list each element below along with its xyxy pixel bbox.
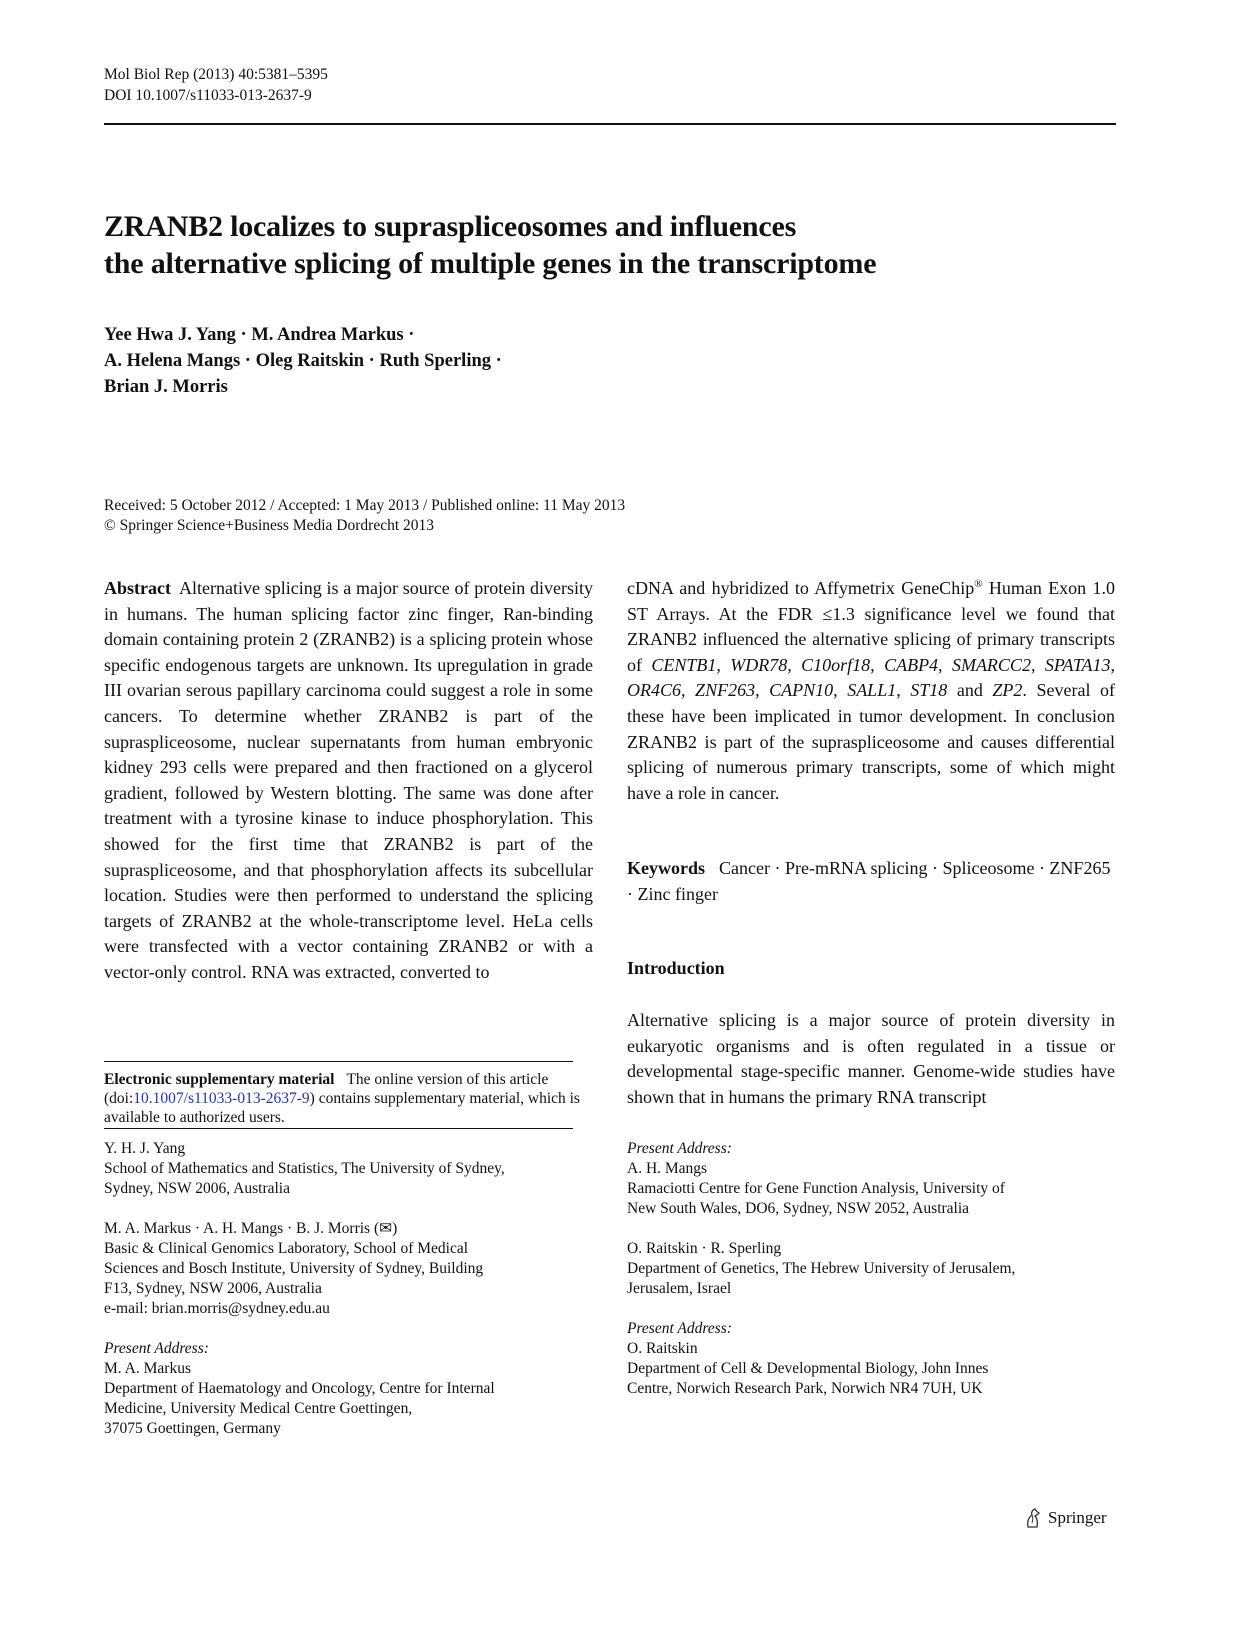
affiliation-line: 37075 Goettingen, Germany: [104, 1420, 281, 1437]
affiliation-name: O. Raitskin · R. Sperling: [627, 1240, 782, 1257]
registered-mark: ®: [974, 578, 983, 590]
esm-text-b: ) contains supplementary material, which is available to authorized users.: [104, 1090, 580, 1126]
affiliation-line: Centre, Norwich Research Park, Norwich NR4 7UH, UK: [627, 1380, 983, 1397]
springer-horse-icon: [1024, 1507, 1042, 1529]
gene-zp2: ZP2: [992, 680, 1023, 701]
author-list: [104, 322, 502, 400]
esm-text-a: The online version of this article (doi:: [104, 1071, 549, 1107]
affiliation-line: Medicine, University Medical Centre Goettingen,: [104, 1400, 413, 1417]
footnote-rule: [104, 1061, 573, 1062]
springer-logo: [1024, 1507, 1107, 1529]
article-title: [104, 208, 1114, 282]
journal-header: [104, 64, 328, 106]
abstract-cont-a: cDNA and hybridized to Affymetrix GeneChip: [627, 578, 975, 598]
affiliation-line: Department of Cell & Developmental Biology, John Innes: [627, 1360, 989, 1377]
received-dates: Received: 5 October 2012 / Accepted: 1 May 2013 / Published online: 11 May 2013: [104, 497, 626, 514]
copyright-notice: © Springer Science+Business Media Dordrecht 2013: [104, 517, 435, 534]
affiliation-line: Sydney, NSW 2006, Australia: [104, 1180, 290, 1197]
abstract-cont-b: Human Exon 1.0 ST Arrays. At the FDR ≤1.3 significance level we found that ZRANB2 influenced the alternative splicing of primary transcripts of: [627, 578, 1116, 675]
keywords-label: Keywords: [627, 858, 705, 878]
keywords: [627, 856, 1115, 907]
affiliation-line: Department of Genetics, The Hebrew University of Jerusalem,: [627, 1260, 1016, 1277]
esm-doi-link[interactable]: 10.1007/s11033-013-2637-9: [133, 1090, 310, 1107]
header-rule: [104, 123, 1116, 125]
abstract-text: Alternative splicing is a major source of protein diversity in humans. The human splicing factor zinc finger, Ran-binding domain containing protein 2 (ZRANB2) is a splicing protein whose specific endogenous targets are unknown. Its upregulation in grade III ovarian serous papillary carcinoma could suggest a role in some cancers. To determine whether ZRANB2 is part of the supraspliceosome, nuclear supernatants from human embryonic kidney 293 cells were prepared and then fractioned on a glycerol gradient, followed by Western blotting. The same was done after treatment with a tyrosine kinase to induce phosphorylation. This showed for the first time that ZRANB2 is part of the supraspliceosome, and that phosphorylation affects its subcellular location. Studies were then performed to understand the splicing targets of ZRANB2 at the whole-transcriptome level. HeLa cells were transfected with a vector containing ZRANB2 or with a vector-only control. RNA was extracted, converted to: [104, 578, 593, 982]
title-line-1: ZRANB2 localizes to supraspliceosomes and influences: [104, 210, 797, 243]
affiliation-line: School of Mathematics and Statistics, The University of Sydney,: [104, 1160, 505, 1177]
affiliation-name: M. A. Markus · A. H. Mangs · B. J. Morris (✉): [104, 1220, 398, 1237]
affiliation-line: Ramaciotti Centre for Gene Function Analysis, University of: [627, 1180, 1005, 1197]
affiliation-name: A. H. Mangs: [627, 1160, 708, 1177]
authors-line-3: Brian J. Morris: [104, 377, 228, 397]
esm-label: Electronic supplementary material: [104, 1071, 335, 1088]
affiliation-line: Jerusalem, Israel: [627, 1280, 732, 1297]
affiliation-line: Department of Haematology and Oncology, Centre for Internal: [104, 1380, 495, 1397]
present-address-label: Present Address:: [627, 1140, 732, 1157]
introduction-heading: Introduction: [627, 958, 725, 978]
abstract-cont-c: . Several of these have been implicated in tumor development. In conclusion ZRANB2 is part of the supraspliceosome and causes differential splicing of numerous primary transcripts, some of which might have a role in cancer.: [627, 680, 1115, 803]
affiliations-right: [627, 1139, 1115, 1399]
corresponding-email: e-mail: brian.morris@sydney.edu.au: [104, 1300, 330, 1317]
journal-citation: Mol Biol Rep (2013) 40:5381–5395: [104, 66, 328, 83]
journal-doi: DOI 10.1007/s11033-013-2637-9: [104, 87, 312, 104]
keywords-text: Cancer · Pre-mRNA splicing · Spliceosome · ZNF265 · Zinc finger: [627, 858, 1111, 904]
publisher-name: Springer: [1048, 1508, 1107, 1527]
abstract-right: [627, 576, 1115, 806]
abstract-left: [104, 576, 593, 986]
title-line-2: the alternative splicing of multiple genes in the transcriptome: [104, 247, 877, 280]
affiliation-line: F13, Sydney, NSW 2006, Australia: [104, 1280, 322, 1297]
gene-list: CENTB1, WDR78, C10orf18, CABP4, SMARCC2, SPATA13, OR4C6, ZNF263, CAPN10, SALL1, ST18: [627, 654, 1116, 701]
supplementary-note: [104, 1070, 593, 1127]
introduction-text: Alternative splicing is a major source of protein diversity in eukaryotic organisms and is often regulated in a tissue or developmental stage-specific manner. Genome-wide studies have shown that in humans the primary RNA transcript: [627, 1010, 1115, 1107]
affiliation-rule: [104, 1128, 573, 1129]
affiliation-line: Sciences and Bosch Institute, University of Sydney, Building: [104, 1260, 484, 1277]
affiliation-line: Basic & Clinical Genomics Laboratory, School of Medical: [104, 1240, 469, 1257]
abstract-label: Abstract: [104, 578, 171, 598]
present-address-label: Present Address:: [627, 1320, 732, 1337]
affiliation-line: New South Wales, DO6, Sydney, NSW 2052, Australia: [627, 1200, 970, 1217]
authors-line-1: Yee Hwa J. Yang · M. Andrea Markus ·: [104, 325, 415, 345]
affiliation-name: O. Raitskin: [627, 1340, 698, 1357]
abstract-and: and: [947, 680, 993, 701]
affiliations-left: [104, 1139, 593, 1439]
affiliation-name: M. A. Markus: [104, 1360, 191, 1377]
present-address-label: Present Address:: [104, 1340, 209, 1357]
authors-line-2: A. Helena Mangs · Oleg Raitskin · Ruth Sperling ·: [104, 351, 502, 371]
publication-dates: [104, 496, 625, 536]
affiliation-name: Y. H. J. Yang: [104, 1140, 186, 1157]
